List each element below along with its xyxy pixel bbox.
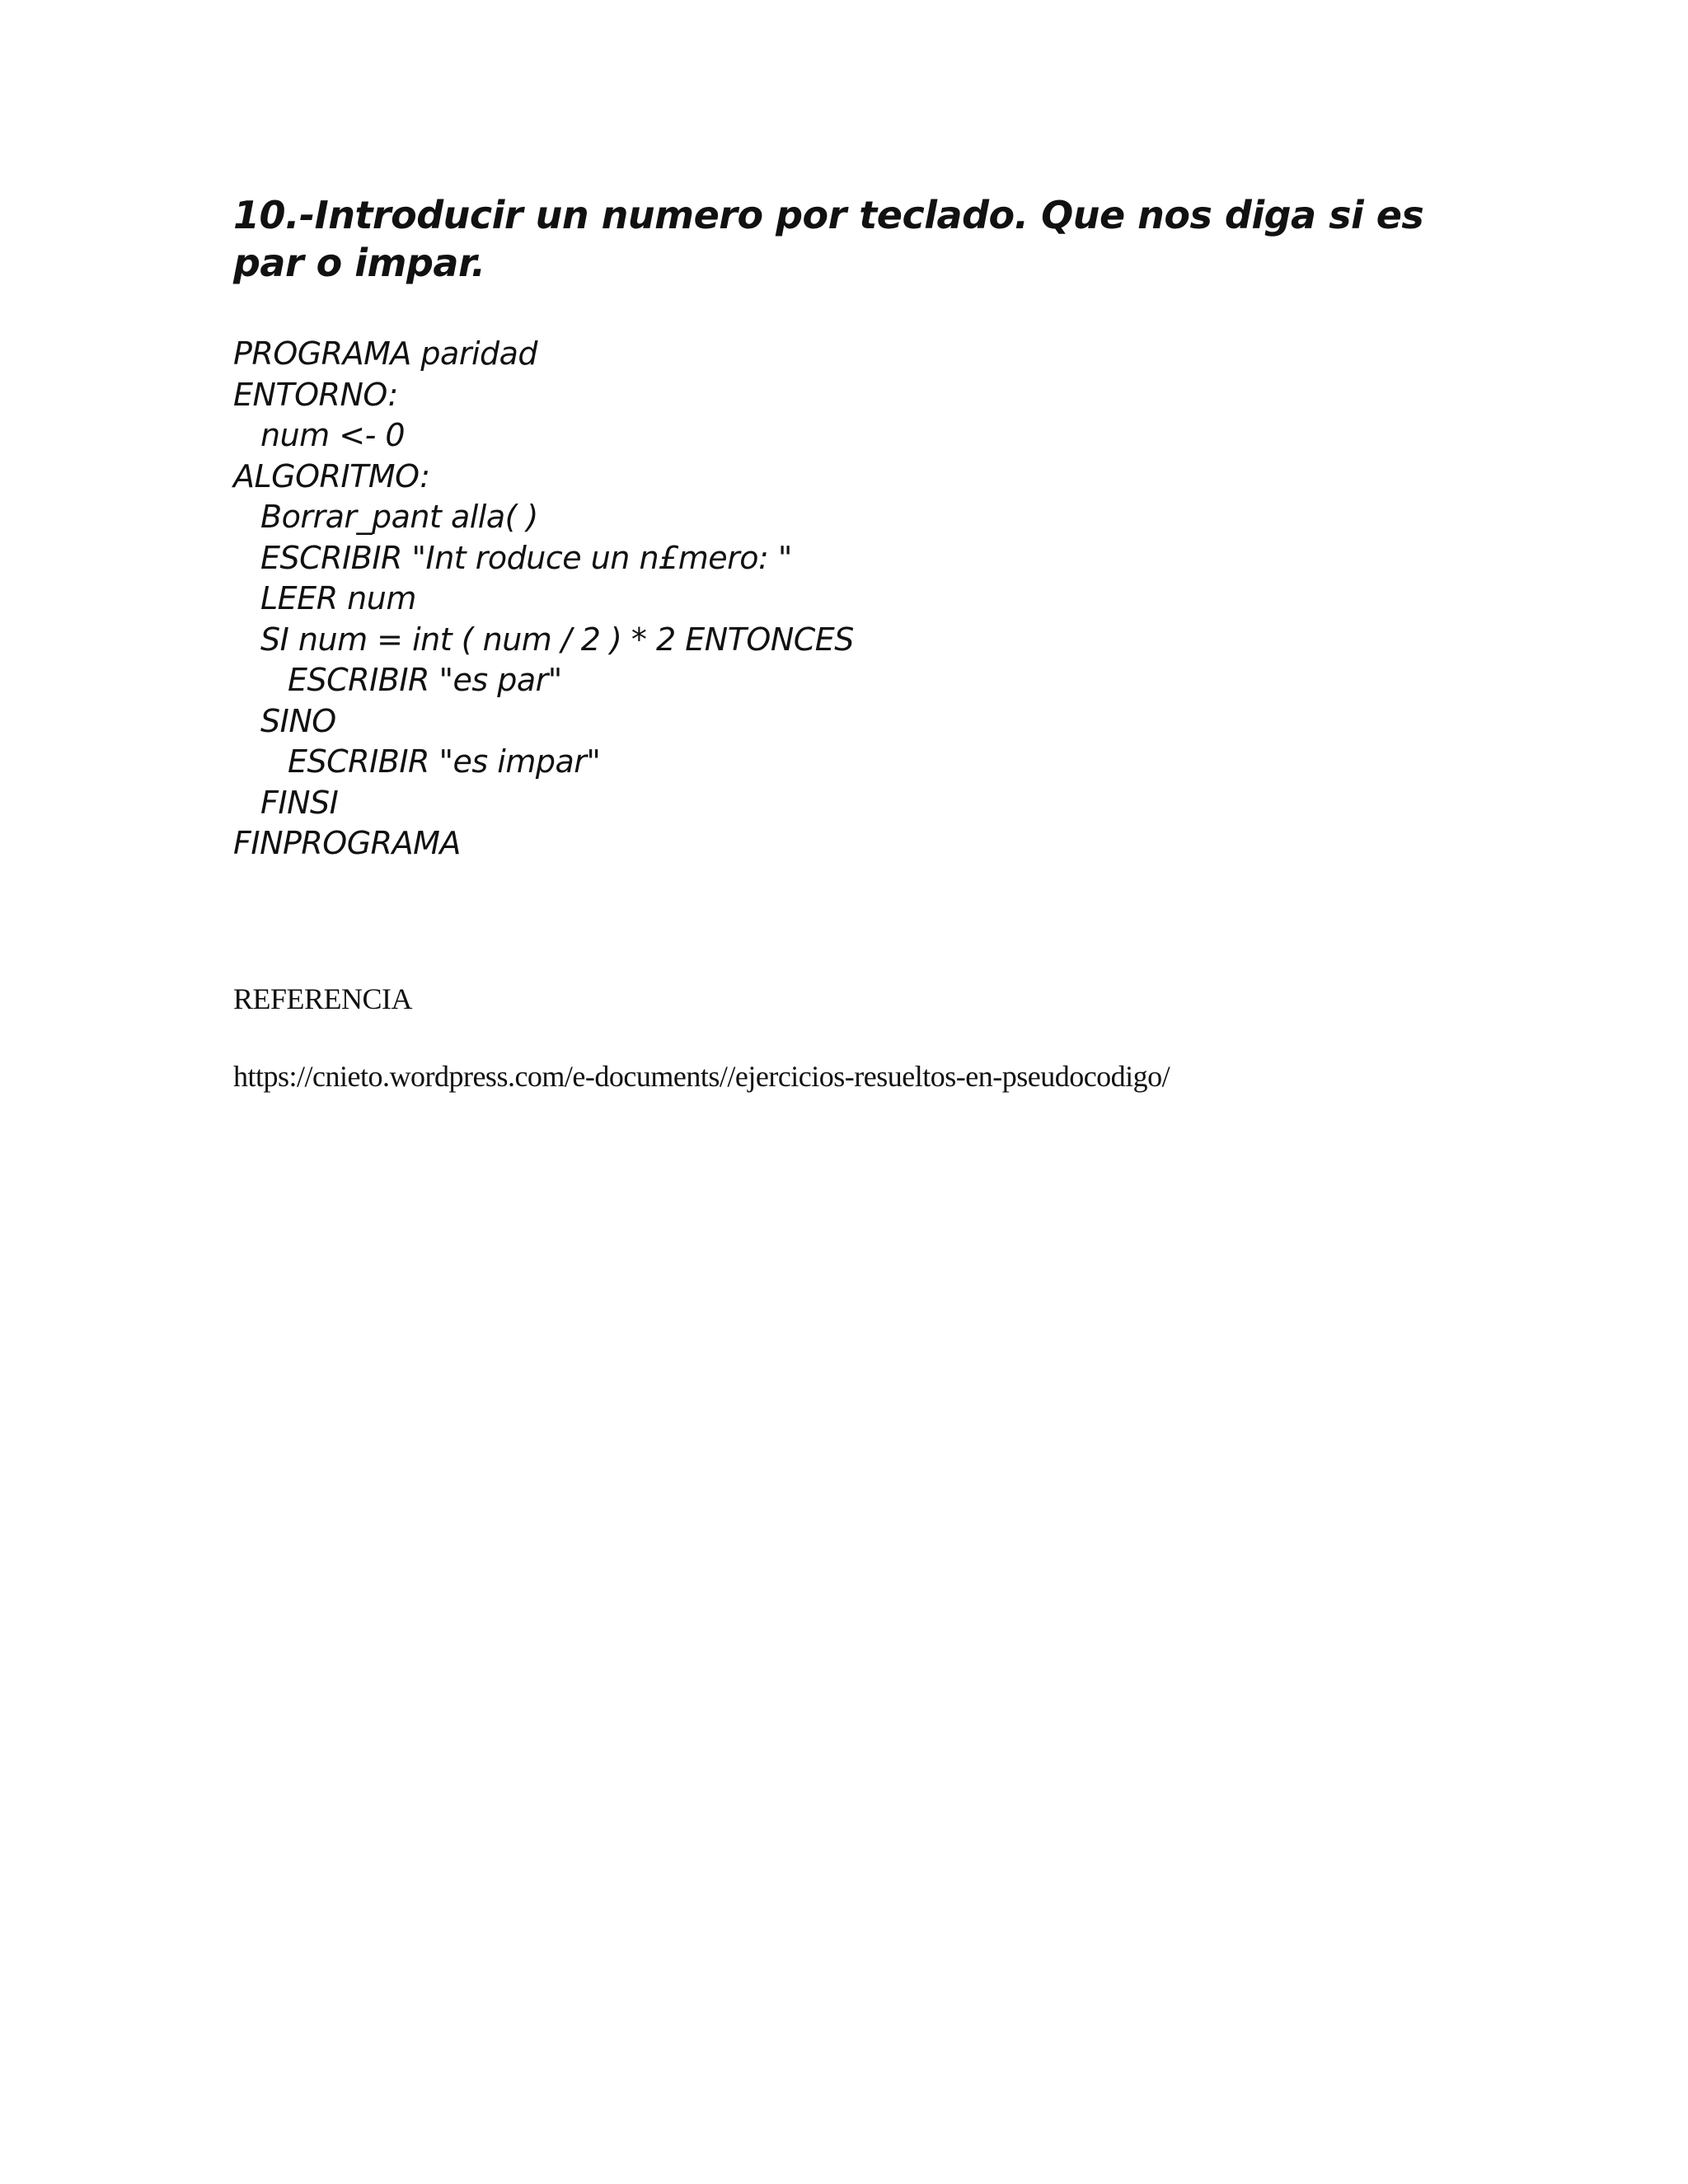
code-line: Borrar_pant alla( ) [260,499,538,535]
code-line: ESCRIBIR "es par" [288,662,562,698]
code-line: ALGORITMO: [233,457,430,494]
reference-heading: REFERENCIA [233,982,413,1015]
code-line: ESCRIBIR "es impar" [288,743,601,780]
code-line: SI num = int ( num / 2 ) * 2 ENTONCES [260,621,854,658]
code-line: ENTORNO: [233,376,398,413]
reference-url: https://cnieto.wordpress.com/e-documents//ejercicios-resueltos-en-pseudocodigo/ [233,1060,1170,1093]
code-line: FINPROGRAMA [233,825,461,861]
pseudocode-block [233,334,1470,865]
code-line: FINSI [260,784,339,821]
code-line: ESCRIBIR "Int roduce un n£mero: " [260,539,792,576]
code-line: LEER num [260,580,416,616]
code-line: PROGRAMA paridad [233,335,538,372]
code-line: SINO [260,702,336,739]
exercise-title: 10.-Introducir un numero por teclado. Que nos diga si es par o impar. [233,193,1424,285]
code-line: num <- 0 [260,417,406,453]
